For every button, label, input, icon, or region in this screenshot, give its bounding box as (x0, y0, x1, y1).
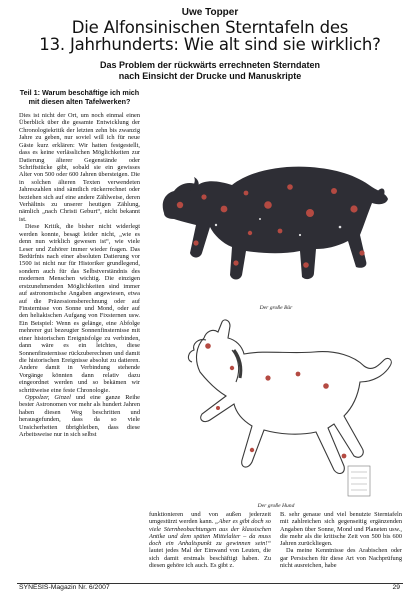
star (201, 194, 206, 199)
star (177, 202, 183, 208)
paragraph-1: Dies ist nicht der Ort, um noch einmal einen Überblick über die gesamte Entwicklung der Chronologiekritik der letzten zehn bis zwanzig Jahre zu geben, nur soviel will ich für neue Gäste kurz erklären: Wir hatten festgestellt, dass es keine verlässlichen Möglichkeiten zur Datierung älterer Gegenstände oder Schriftstücke gibt, sobald sie ein gewisses Alter von 500 oder 600 Jahren übersteigen. Die in solchen älteren Texten verwendeten Jahreszahlen sind sämtlich rückerrechnet oder beziehen sich auf eine andere Zählweise, deren Verhältnis zu unserer heutigen Zählung, nämlich „nach Christi Geburt“, nicht bekannt ist. (19, 112, 140, 223)
star (193, 240, 198, 245)
star (244, 191, 249, 196)
middle-rest: lautet jedes Mal der Einwand von Leuten, die sich damit erstmals beschäftigt haben. Zu diesen gehöre ich auch. Es gibt z. (149, 547, 271, 570)
subtitle-line-2: nach Einsicht der Drucke und Manuskripte (118, 71, 302, 81)
title-line-1: Die Alfonsinischen Sterntafeln des (71, 18, 349, 37)
column-middle (149, 511, 271, 569)
column-left (19, 89, 140, 439)
figure-great-bear (150, 135, 402, 305)
star (264, 201, 272, 209)
star (230, 366, 234, 370)
great-bear-illustration (150, 135, 402, 305)
star (287, 184, 293, 190)
section-heading: Teil 1: Warum beschäftige ich mich mit diesen alten Tafelwerken? (19, 88, 140, 106)
star (278, 229, 283, 234)
page-number: 29 (392, 584, 400, 591)
star (205, 343, 211, 349)
star (248, 231, 252, 235)
star (342, 454, 347, 459)
star (296, 372, 301, 377)
paragraph-3-names: Oppolzer, Ginzel (25, 394, 71, 402)
article-title (0, 19, 420, 53)
right-paragraph-1: B. sehr genaue und viel benutzte Sterntafeln mit zahlreichen sich gegenseitig ergänzenden Angaben über Sonne, Mond und Planeten usw., die mehr als die kritische Zeit von 500 bis 600 Jahren zurückliegen. (280, 511, 402, 548)
paragraph-2: Diese Kritik, die bisher nicht widerlegt werden konnte, besagt leider nicht, „wie es denn nun wirklich gewesen ist“, wie viele Leser und Zuhörer immer wieder fragen. Das Bedürfnis nach einer absoluten Datierung vor 1500 ist nicht nur für Historiker grundlegend, sondern auch für das Selbstverständnis des modernen Menschen wichtig. Die einzigen erstzunehmenden Möglichkeiten sind immer auf astronomische Angaben angewiesen, etwa auf die Präzessionsberechnung oder auf Finsternisse von Sonne und Mond, oder auf den heliakischen Aufgang von Fixsternen usw. Ein Beispiel: Wenn es gelänge, eine Abfolge mehrerer gut bezeugter Sonnenfinsternisse mit einer historischen Ereignisfolge zu verbinden, dann wäre es ein leichtes, diese Sonnenfinsternisse rückzuberechnen und damit die historischen Ereignisse absolut zu datieren. Andere damit in Verbindung stehende Vorgänge könnten dann relativ dazu eingeordnet werden und so bekämen wir schrittweise eine feste Chronologie. (19, 223, 140, 394)
title-line-2: 13. Jahrhunderts: Wie alt sind sie wirklich? (39, 35, 381, 54)
subtitle-line-1: Das Problem der rückwärts errechneten Sterndaten (99, 60, 321, 70)
caption-great-bear: Der große Bär (259, 305, 293, 311)
star (359, 250, 364, 255)
star (306, 209, 314, 217)
footer-magazine: SYNESIS-Magazin Nr. 6/2007 (19, 584, 110, 591)
middle-quote: „Aber es gibt doch so viele Sternbeobachtungen aus der klassischen Antike und dem späten Mittelalter – da muss doch ein Anhaltspunkt zu gewinnen sein!“ (149, 518, 271, 548)
star (323, 383, 329, 389)
caption-great-dog: Der große Hund (257, 503, 295, 509)
shield-icon (348, 466, 370, 496)
right-paragraph-2: Da meine Kenntnisse des Arabischen oder gar Persischen für diese Art von Nachprüfung nicht ausreichen, habe (280, 547, 402, 570)
column-middle-text (149, 511, 271, 569)
middle-intro: funktionieren und von außen jederzeit umgestürzt werden kann. (149, 511, 271, 526)
star (221, 206, 228, 213)
star (303, 262, 309, 268)
star (250, 448, 254, 452)
figure-great-dog (148, 316, 404, 502)
star (216, 406, 220, 410)
dog-stars (205, 343, 346, 458)
dog-outline (188, 320, 391, 474)
article-author: Uwe Topper (181, 7, 239, 18)
star (265, 375, 270, 380)
star (233, 260, 238, 265)
star (331, 188, 337, 194)
paragraph-3 (19, 394, 140, 439)
paragraph-3-text: und eine ganze Reihe bester Astronomen vor mehr als hundert Jahren haben diesen Weg beschritten und herausgefunden, dass da so viele Unsicherheiten übrigbleiben, dass diese Arbeitsweise nur in sich selbst (19, 394, 140, 439)
great-dog-illustration (148, 316, 404, 502)
column-right (280, 511, 402, 569)
star (350, 205, 357, 212)
article-subtitle (0, 60, 420, 82)
